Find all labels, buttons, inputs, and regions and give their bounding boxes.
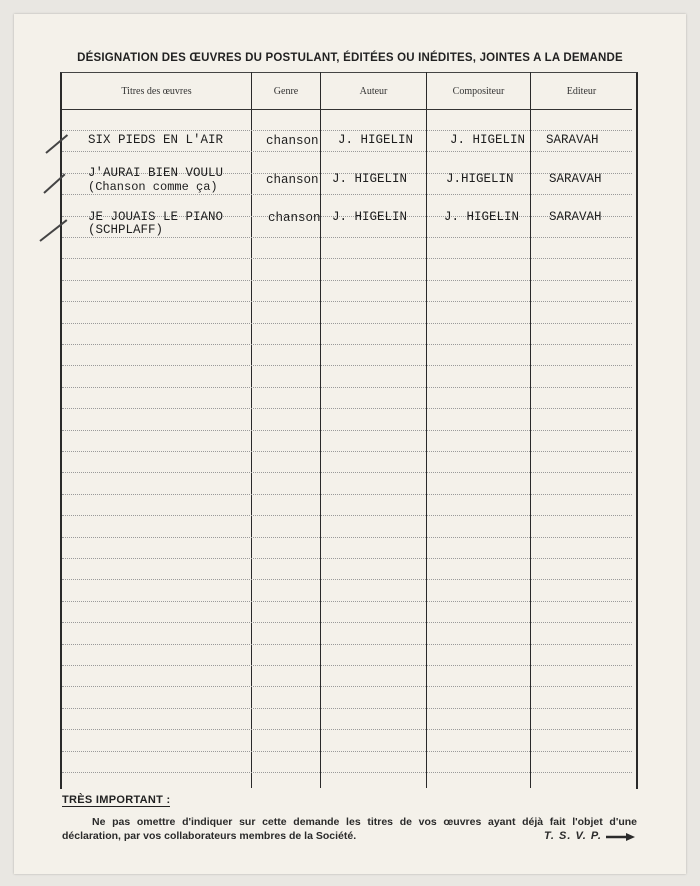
row-rule [62, 644, 632, 645]
work-genre: chanson [266, 173, 319, 187]
row-rule [62, 323, 632, 324]
row-rule [62, 665, 632, 666]
work-author: J. HIGELIN [332, 172, 408, 186]
row-rule [62, 472, 632, 473]
row-rule [62, 387, 632, 388]
row-rule [62, 751, 632, 752]
work-publisher: SARAVAH [546, 133, 599, 147]
row-rule [62, 301, 632, 302]
row-rule [62, 558, 632, 559]
column-header-publisher: Editeur [566, 86, 597, 97]
work-subtitle: (Chanson comme ça) [88, 180, 218, 194]
row-rule [62, 280, 632, 281]
row-rule [62, 772, 632, 773]
work-title: J'AURAI BIEN VOULU [88, 166, 224, 180]
work-composer: J. HIGELIN [444, 210, 520, 224]
work-title: JE JOUAIS LE PIANO [88, 210, 224, 224]
row-rule [62, 430, 632, 431]
work-genre: chanson [266, 134, 319, 148]
form-heading: DÉSIGNATION DES ŒUVRES DU POSTULANT, ÉDITÉES OU INÉDITES, JOINTES A LA DEMANDE [77, 51, 623, 65]
row-rule [62, 622, 632, 623]
work-composer: J. HIGELIN [450, 133, 526, 147]
row-rule [62, 408, 632, 409]
row-rule [62, 601, 632, 602]
important-notice-title: TRÈS IMPORTANT : [62, 794, 171, 806]
row-rule [62, 537, 632, 538]
work-author: J. HIGELIN [338, 133, 414, 147]
row-rule [62, 194, 632, 195]
row-rule [62, 708, 632, 709]
row-rule [62, 451, 632, 452]
row-rule [62, 258, 632, 259]
work-genre: chanson [268, 211, 321, 225]
row-rule [62, 729, 632, 730]
row-rule [62, 515, 632, 516]
work-publisher: SARAVAH [549, 172, 602, 186]
column-header-composer: Compositeur [452, 86, 505, 97]
column-header-author: Auteur [359, 86, 388, 97]
header-rule [62, 109, 632, 110]
work-author: J. HIGELIN [332, 210, 408, 224]
row-rule [62, 344, 632, 345]
work-publisher: SARAVAH [549, 210, 602, 224]
column-header-genre: Genre [273, 86, 299, 97]
right-arrow-icon [606, 832, 636, 842]
column-header-titles: Titres des œuvres [121, 86, 192, 97]
row-rule [62, 686, 632, 687]
row-rule [62, 151, 632, 152]
row-rule [62, 237, 632, 238]
row-rule [62, 130, 632, 131]
row-rule [62, 494, 632, 495]
work-title: SIX PIEDS EN L'AIR [88, 133, 224, 147]
row-rule [62, 365, 632, 366]
work-subtitle: (SCHPLAFF) [88, 223, 164, 237]
row-rule [62, 579, 632, 580]
tsvp-label: T. S. V. P. [544, 830, 602, 842]
work-composer: J.HIGELIN [446, 172, 514, 186]
important-notice-text: Ne pas omettre d'indiquer sur cette demande les titres de vos œuvres ayant déjà fait l'objet d'une déclaration, par vos collaborateurs membres de la Société. [62, 816, 637, 842]
